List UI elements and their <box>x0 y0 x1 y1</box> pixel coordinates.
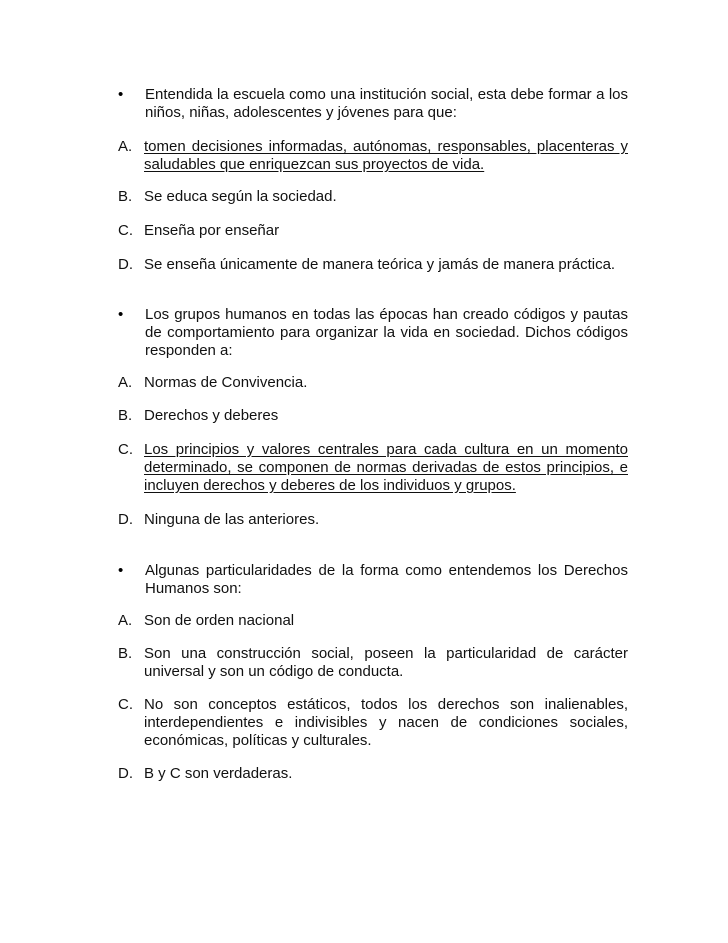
option-text: Derechos y deberes <box>144 407 279 424</box>
option-a <box>118 374 628 392</box>
option-text: Normas de Convivencia. <box>144 374 308 391</box>
bullet-icon: • <box>118 306 124 323</box>
option-b <box>118 188 628 206</box>
question-text: Entendida la escuela como una institución social, esta debe formar a los niños, niñas, adolescentes y jóvenes para que: <box>145 86 628 121</box>
option-text: Son de orden nacional <box>144 612 295 629</box>
option-text: Enseña por enseñar <box>144 222 280 239</box>
option-text: No son conceptos estáticos, todos los derechos son inalienables, interdependientes e indivisibles y nacen de condiciones sociales, económicas, políticas y culturales. <box>144 696 628 749</box>
option-letter: A. <box>118 612 133 629</box>
option-letter: C. <box>118 441 133 458</box>
question-3 <box>118 562 628 598</box>
option-letter: B. <box>118 407 133 424</box>
option-text: tomen decisiones informadas, autónomas, responsables, placenteras y saludables que enriquezcan sus proyectos de vida. <box>144 138 628 173</box>
question-text: Algunas particularidades de la forma como entendemos los Derechos Humanos son: <box>145 562 628 597</box>
option-letter: A. <box>118 138 133 155</box>
bullet-icon: • <box>118 562 124 579</box>
option-text: B y C son verdaderas. <box>144 765 293 782</box>
option-text: Ninguna de las anteriores. <box>144 511 320 528</box>
bullet-icon: • <box>118 86 124 103</box>
option-c <box>118 222 628 240</box>
question-2 <box>118 306 628 360</box>
option-d <box>118 256 628 274</box>
option-b <box>118 407 628 425</box>
option-b <box>118 645 628 681</box>
option-a <box>118 138 628 174</box>
option-c <box>118 441 628 495</box>
option-letter: B. <box>118 645 133 662</box>
option-text: Se educa según la sociedad. <box>144 188 337 205</box>
question-text: Los grupos humanos en todas las épocas han creado códigos y pautas de comportamiento para organizar la vida en sociedad. Dichos códigos responden a: <box>145 306 628 359</box>
option-text: Son una construcción social, poseen la particularidad de carácter universal y son un código de conducta. <box>144 645 628 680</box>
option-c <box>118 696 628 750</box>
option-letter: D. <box>118 765 133 782</box>
option-text: Los principios y valores centrales para cada cultura en un momento determinado, se componen de normas derivadas de estos principios, e incluyen derechos y deberes de los individuos y grupos. <box>144 441 628 494</box>
option-letter: C. <box>118 696 133 713</box>
option-letter: A. <box>118 374 133 391</box>
option-letter: C. <box>118 222 133 239</box>
option-letter: D. <box>118 256 133 273</box>
option-a <box>118 612 628 630</box>
question-1 <box>118 86 628 122</box>
option-d <box>118 765 628 783</box>
option-letter: D. <box>118 511 133 528</box>
option-text: Se enseña únicamente de manera teórica y jamás de manera práctica. <box>144 256 616 273</box>
option-d <box>118 511 628 529</box>
option-letter: B. <box>118 188 133 205</box>
